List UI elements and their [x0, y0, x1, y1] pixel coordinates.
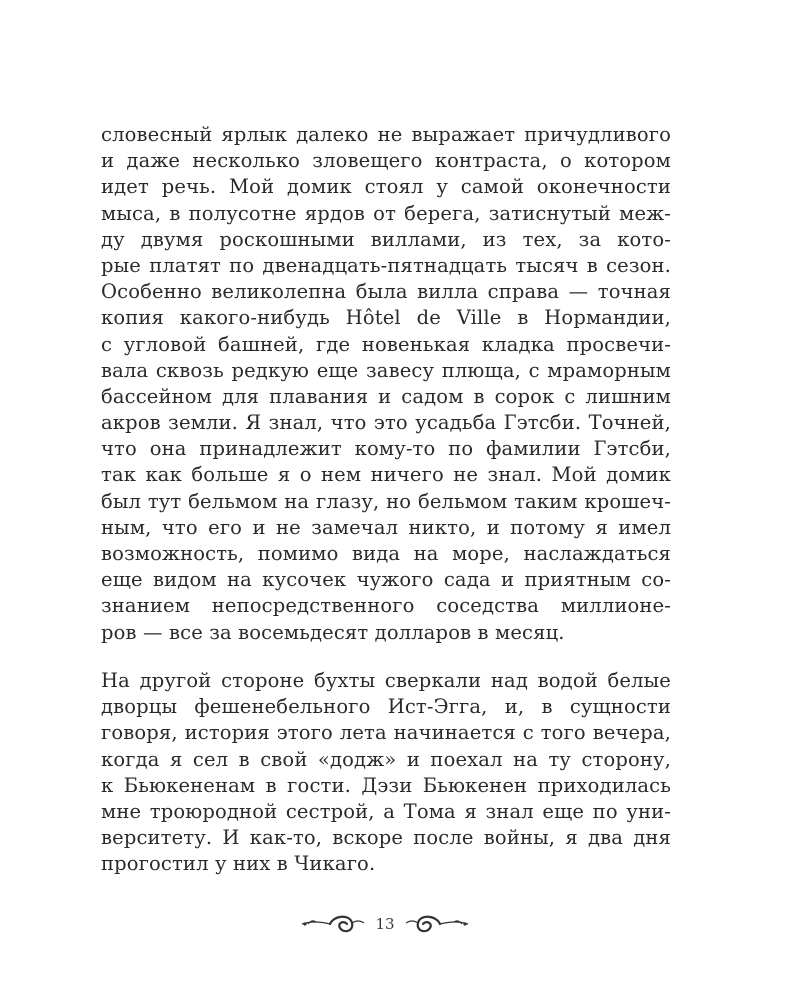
text-line: словесный ярлык далеко не выражает причудливого: [101, 123, 671, 146]
page-number: 13: [375, 915, 395, 933]
text-line: еще видом на кусочек чужого сада и приятным со-: [101, 568, 671, 592]
text-line: прогостил у них в Чикаго.: [101, 852, 376, 876]
paragraph-2: [101, 668, 671, 878]
text-line: На другой стороне бухты сверкали над водой белые: [101, 669, 671, 692]
text-line: когда я сел в свой «додж» и поехал на ту сторону,: [101, 747, 671, 771]
text-line: ду двумя роскошными виллами, из тех, за кото-: [101, 227, 671, 251]
text-line: дворцы фешенебельного Ист-Эгга, и, в сущности: [101, 695, 671, 719]
text-line: мне троюродной сестрой, а Тома я знал еще по уни-: [101, 799, 671, 823]
text-line: так как больше я о нем ничего не знал. Мой домик: [101, 463, 671, 487]
text-line: ров — все за восемьдесят долларов в месяц.: [101, 620, 565, 644]
page-footer: [300, 908, 470, 940]
text-line: копия какого-нибудь Hôtel de Ville в Нормандии,: [101, 306, 671, 330]
text-line: и даже несколько зловещего контраста, о котором: [101, 149, 671, 173]
text-line: вала сквозь редкую еще завесу плюща, с мраморным: [101, 358, 671, 382]
text-line: ным, что его и не замечал никто, и потому я имел: [101, 515, 671, 539]
text-line: к Бьюкененам в гости. Дэзи Бьюкенен приходилась: [101, 773, 671, 797]
scroll-ornament-left-icon: [300, 911, 366, 937]
text-line: рые платят по двенадцать-пятнадцать тысяч в сезон.: [101, 253, 671, 277]
text-line: возможность, помимо вида на море, наслаждаться: [101, 542, 671, 565]
paragraph-1: [101, 122, 671, 646]
text-line: акров земли. Я знал, что это усадьба Гэтсби. Точней,: [101, 411, 671, 435]
text-line: верситету. И как-то, вскоре после войны, я два дня: [101, 826, 671, 850]
text-line: знанием непосредственного соседства миллионе-: [101, 594, 671, 618]
text-line: Особенно великолепна была вилла справа — точная: [101, 280, 671, 304]
text-line: идет речь. Мой домик стоял у самой оконечности: [101, 175, 671, 199]
text-line: мыса, в полусотне ярдов от берега, затиснутый меж-: [101, 201, 671, 225]
scroll-ornament-right-icon: [404, 911, 470, 937]
text-line: с угловой башней, где новенькая кладка просвечи-: [101, 332, 671, 356]
text-line: бассейном для плавания и садом в сорок с лишним: [101, 384, 671, 408]
text-line: был тут бельмом на глазу, но бельмом таким крошеч-: [101, 489, 671, 513]
text-line: говоря, история этого лета начинается с того вечера,: [101, 721, 671, 745]
text-line: что она принадлежит кому-то по фамилии Гэтсби,: [101, 437, 671, 461]
